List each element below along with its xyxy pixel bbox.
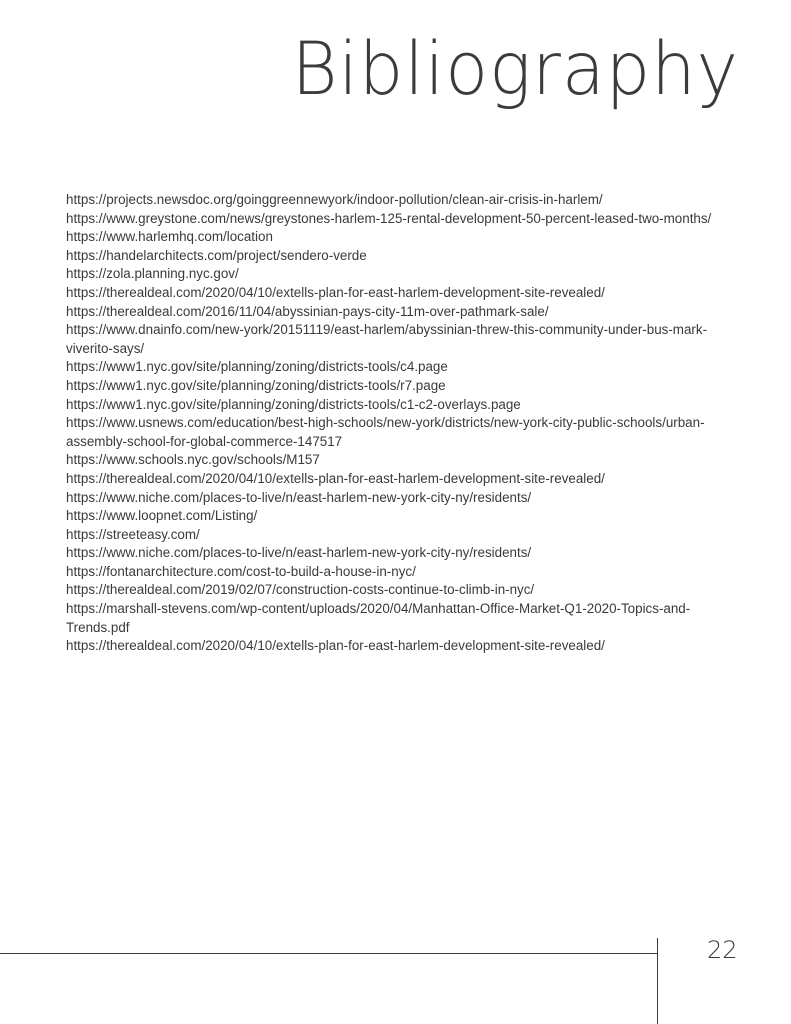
reference-item: https://zola.planning.nyc.gov/ — [66, 266, 239, 282]
reference-item: https://streeteasy.com/ — [66, 526, 200, 542]
reference-item: https://www.niche.com/places-to-live/n/east-harlem-new-york-city-ny/residents/ — [66, 489, 532, 505]
reference-item: https://www1.nyc.gov/site/planning/zoning/districts-tools/r7.page — [66, 377, 446, 393]
reference-item: https://www1.nyc.gov/site/planning/zoning/districts-tools/c1-c2-overlays.page — [66, 396, 521, 412]
reference-item: https://www.greystone.com/news/greystones-harlem-125-rental-development-50-percent-leased-two-months/ — [66, 210, 712, 226]
reference-item: https://therealdeal.com/2020/04/10/extells-plan-for-east-harlem-development-site-revealed/ — [66, 284, 605, 300]
footer-divider-vertical — [657, 938, 658, 1024]
reference-item: https://therealdeal.com/2020/04/10/extells-plan-for-east-harlem-development-site-revealed/ — [66, 470, 605, 486]
reference-item: https://www.niche.com/places-to-live/n/east-harlem-new-york-city-ny/residents/ — [66, 545, 532, 561]
reference-item: https://www.loopnet.com/Listing/ — [66, 508, 258, 524]
reference-item: https://www.schools.nyc.gov/schools/M157 — [66, 452, 320, 468]
reference-list — [66, 191, 731, 656]
reference-item: https://therealdeal.com/2019/02/07/construction-costs-continue-to-climb-in-nyc/ — [66, 582, 535, 598]
reference-item: https://therealdeal.com/2016/11/04/abyssinian-pays-city-11m-over-pathmark-sale/ — [66, 303, 549, 319]
reference-item: https://www.usnews.com/education/best-high-schools/new-york/districts/new-york-city-public-schools/urban-assembly-school-for-global-commerce-147517 — [66, 415, 705, 449]
reference-item: https://marshall-stevens.com/wp-content/uploads/2020/04/Manhattan-Office-Market-Q1-2020-Topics-and-Trends.pdf — [66, 601, 691, 635]
reference-item: https://projects.newsdoc.org/goinggreennewyork/indoor-pollution/clean-air-crisis-in-harlem/ — [66, 192, 603, 207]
page-title: Bibliography — [291, 25, 739, 112]
reference-item: https://www1.nyc.gov/site/planning/zoning/districts-tools/c4.page — [66, 359, 448, 375]
reference-item: https://fontanarchitecture.com/cost-to-build-a-house-in-nyc/ — [66, 563, 416, 579]
footer-divider-horizontal — [0, 953, 657, 954]
reference-item: https://therealdeal.com/2020/04/10/extells-plan-for-east-harlem-development-site-revealed/ — [66, 638, 605, 654]
reference-item: https://www.harlemhq.com/location — [66, 229, 273, 245]
reference-item: https://www.dnainfo.com/new-york/20151119/east-harlem/abyssinian-threw-this-community-under-bus-mark-viverito-says/ — [66, 322, 708, 356]
page-number: 22 — [707, 936, 738, 964]
reference-item: https://handelarchitects.com/project/sendero-verde — [66, 247, 367, 263]
